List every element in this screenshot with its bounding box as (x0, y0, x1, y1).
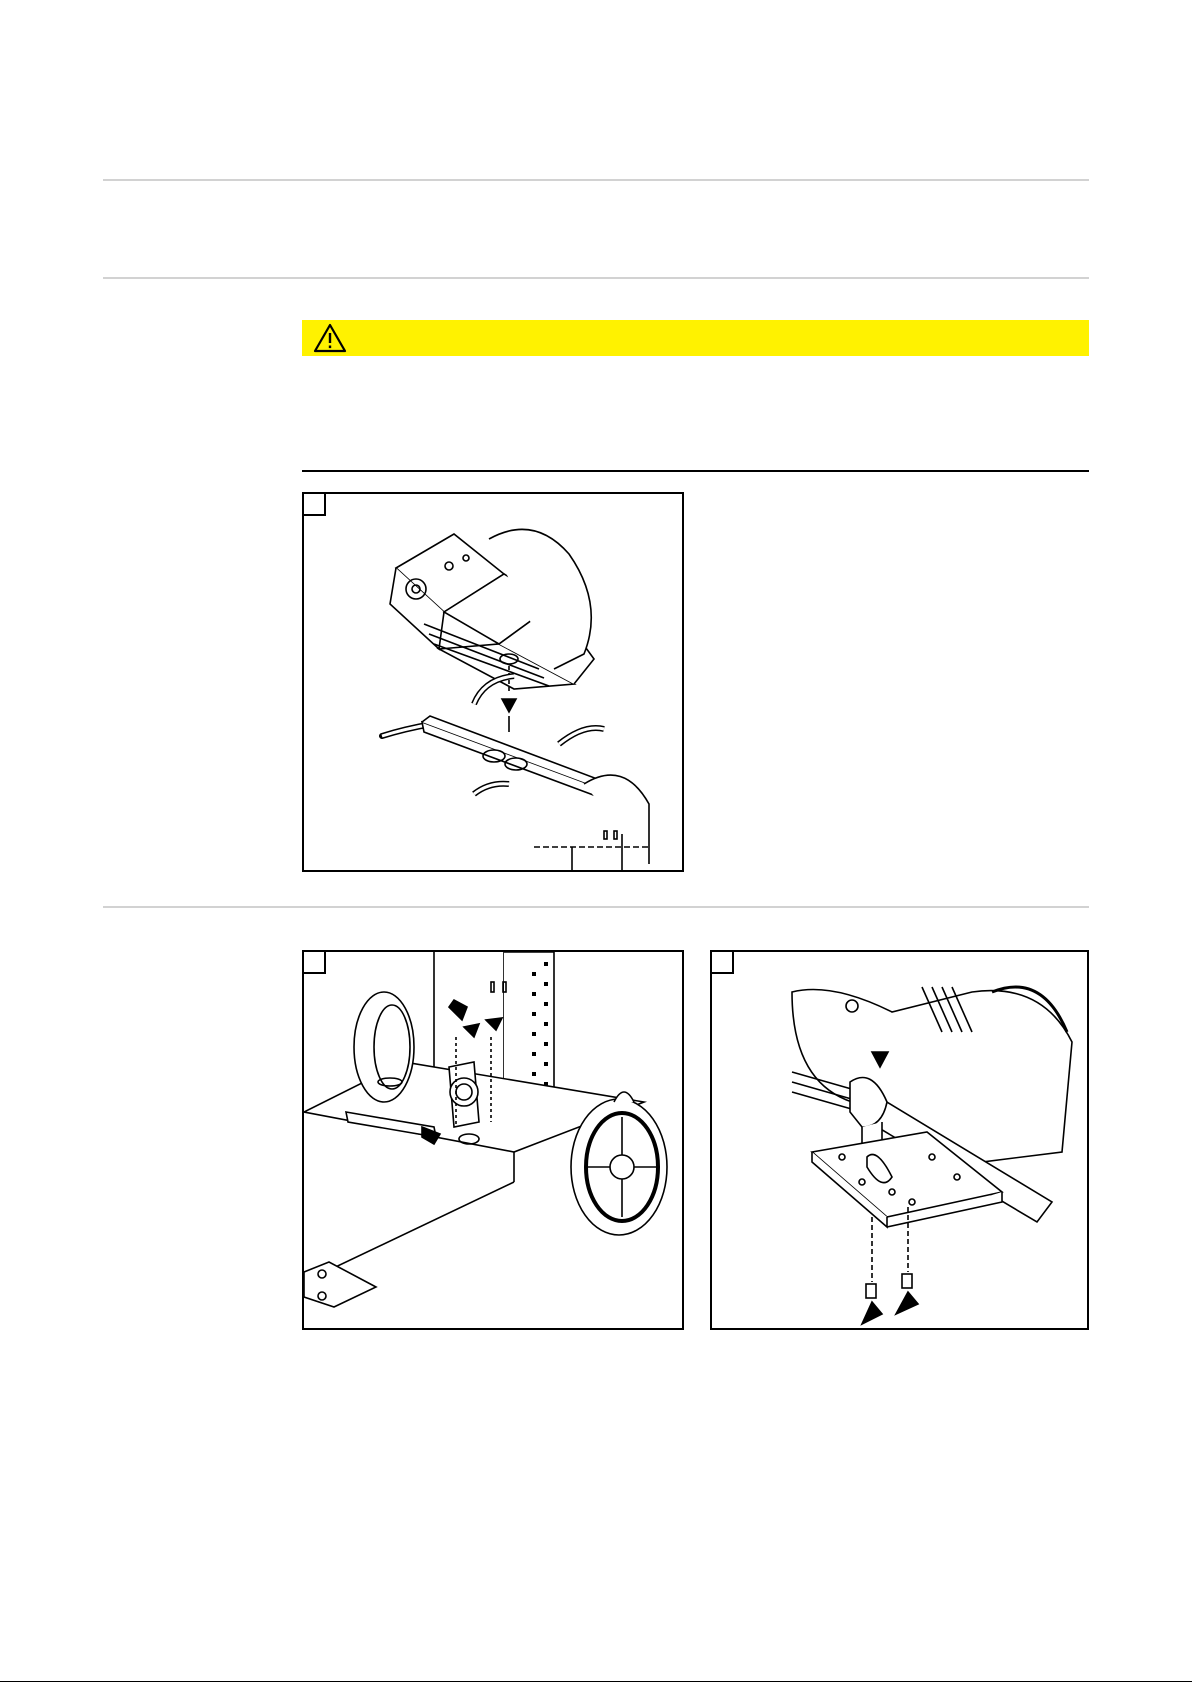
bracket-on-base-illustration (304, 952, 682, 1328)
section-rule-mid (103, 906, 1089, 908)
power-source-on-axle-illustration (304, 494, 682, 870)
caution-end-rule (302, 470, 1089, 472)
figure-trolley-assembly-2 (302, 950, 684, 1330)
mounting-plate-illustration (712, 952, 1087, 1328)
figure-trolley-assembly-1 (302, 492, 684, 872)
warning-triangle-icon (313, 323, 347, 353)
caution-banner (302, 320, 1089, 356)
footer-rule (0, 1681, 1192, 1682)
top-section-rule (103, 179, 1089, 181)
figure-trolley-assembly-3 (710, 950, 1089, 1330)
header-section-rule (103, 277, 1089, 279)
